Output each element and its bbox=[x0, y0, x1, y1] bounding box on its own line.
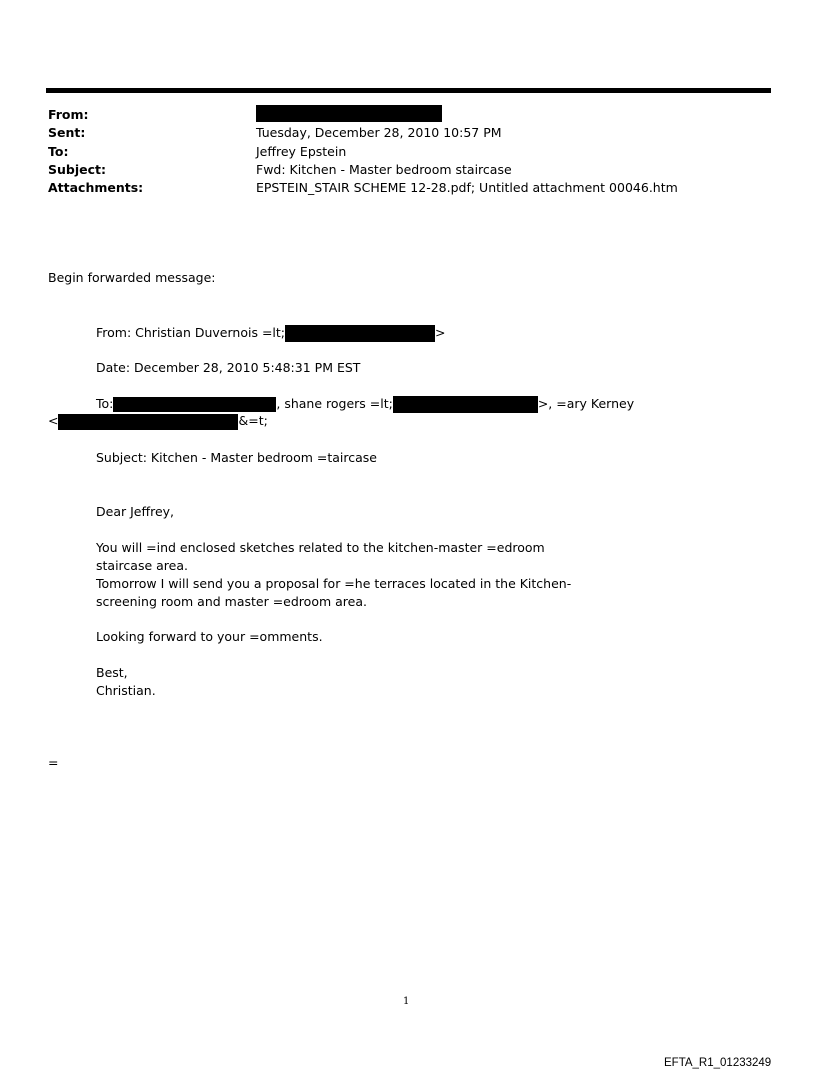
fwd-to-mid2: >, =ary Kerney bbox=[537, 396, 635, 411]
page-number: 1 bbox=[403, 996, 410, 1007]
forwarded-to-line bbox=[96, 395, 634, 413]
header-rule bbox=[46, 88, 771, 93]
greeting-text: Dear Jeffrey, bbox=[96, 504, 175, 519]
redaction-block bbox=[58, 414, 238, 430]
forwarded-date-line: Date: December 28, 2010 5:48:31 PM EST bbox=[96, 360, 361, 375]
sent-value: Tuesday, December 28, 2010 10:57 PM bbox=[256, 125, 502, 140]
document-id: EFTA_R1_01233249 bbox=[664, 1057, 772, 1069]
sent-label: Sent: bbox=[48, 125, 86, 140]
attachments-label: Attachments: bbox=[48, 180, 144, 195]
signoff-text: Best, bbox=[96, 665, 128, 680]
subject-label: Subject: bbox=[48, 162, 106, 177]
signature-text: Christian. bbox=[96, 683, 156, 698]
paragraph-line: You will =ind enclosed sketches related to the kitchen-master =edroom bbox=[96, 540, 545, 555]
forwarded-to-line-2 bbox=[48, 412, 268, 430]
trailing-equals: = bbox=[48, 755, 59, 770]
redaction-block bbox=[256, 105, 442, 122]
to-label: To: bbox=[48, 144, 69, 159]
fwd-to-line2-suffix: &=t; bbox=[238, 413, 268, 428]
fwd-to-line2-prefix: < bbox=[48, 413, 59, 428]
closing-line: Looking forward to your =omments. bbox=[96, 629, 323, 644]
from-label: From: bbox=[48, 107, 89, 122]
paragraph-line: staircase area. bbox=[96, 558, 188, 573]
fwd-from-prefix: From: Christian Duvernois =lt; bbox=[96, 325, 286, 340]
paragraph-line: Tomorrow I will send you a proposal for =he terraces located in the Kitchen- bbox=[96, 576, 572, 591]
redaction-block bbox=[393, 396, 538, 413]
paragraph-line: screening room and master =edroom area. bbox=[96, 594, 367, 609]
fwd-from-suffix: > bbox=[435, 325, 446, 340]
begin-forwarded-text: Begin forwarded message: bbox=[48, 270, 216, 285]
redaction-block bbox=[285, 325, 435, 342]
to-value: Jeffrey Epstein bbox=[256, 144, 347, 159]
fwd-to-mid1: , shane rogers =lt; bbox=[276, 396, 393, 411]
from-value-redacted bbox=[256, 104, 442, 122]
fwd-to-prefix: To: bbox=[96, 396, 114, 411]
forwarded-from-line bbox=[96, 324, 446, 342]
attachments-value: EPSTEIN_STAIR SCHEME 12-28.pdf; Untitled attachment 00046.htm bbox=[256, 180, 678, 195]
subject-value: Fwd: Kitchen - Master bedroom staircase bbox=[256, 162, 512, 177]
forwarded-subject-line: Subject: Kitchen - Master bedroom =taircase bbox=[96, 450, 377, 465]
redaction-block bbox=[113, 397, 276, 412]
